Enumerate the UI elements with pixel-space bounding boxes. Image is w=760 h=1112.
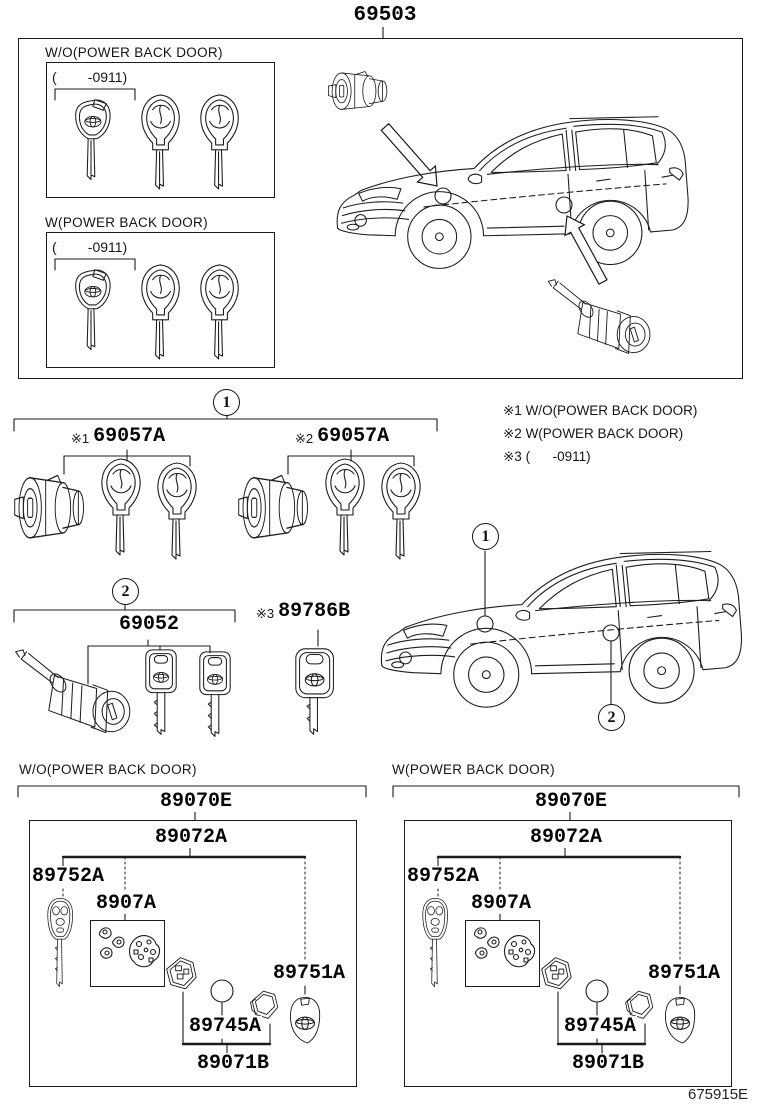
right-module-part: 89071B	[572, 1052, 645, 1075]
car-callout-2-badge: 2	[598, 704, 625, 731]
cylinder-key-set	[15, 450, 196, 559]
ref-mark-1: ※1	[71, 431, 90, 446]
part-number-69057A-1: 69057A	[93, 425, 166, 448]
part-label-89786B	[256, 601, 351, 622]
left-key-part: 89752A	[32, 865, 105, 888]
callout-leader-lines	[485, 551, 611, 704]
legend-note-2: ※2 W(POWER BACK DOOR)	[503, 426, 684, 441]
left-housing-part: 89072A	[155, 826, 228, 849]
transmitter-set-box-right	[404, 820, 732, 1087]
left-battery-part: 89745A	[189, 1015, 262, 1038]
switch-kit-box-left	[90, 920, 165, 987]
door-cylinder-69052	[16, 650, 130, 733]
door-lock-location-marker-2	[603, 625, 619, 641]
right-housing-part: 89072A	[530, 826, 603, 849]
transmitter-set-box-left	[29, 820, 357, 1087]
variant2-date-range: ( -0911)	[52, 239, 128, 255]
right-cover-part: 89751A	[648, 962, 721, 985]
car-callout-1-badge: 1	[472, 523, 499, 550]
legend-note-1: ※1 W/O(POWER BACK DOOR)	[503, 403, 698, 418]
switch-kit-box-right	[465, 920, 540, 987]
part-number-69057A-2: 69057A	[317, 425, 390, 448]
variant1-caption: W/O(POWER BACK DOOR)	[45, 45, 223, 60]
right-battery-part: 89745A	[564, 1015, 637, 1038]
part-number-89786B: 89786B	[278, 600, 351, 623]
variant1-date-range: ( -0911)	[52, 69, 128, 85]
left-switch-part: 8907A	[96, 892, 157, 915]
figure-code: 675915E	[688, 1086, 749, 1103]
key-blank-89786B	[296, 649, 334, 735]
left-set-caption: W/O(POWER BACK DOOR)	[19, 762, 197, 777]
callout-2-badge: 2	[112, 578, 139, 605]
right-switch-part: 8907A	[471, 892, 532, 915]
right-set-part: 89070E	[535, 790, 608, 813]
car-illustration-middle	[381, 552, 741, 708]
part-label-69057A-1	[71, 426, 166, 447]
left-cover-part: 89751A	[273, 962, 346, 985]
ref-mark-3: ※3	[256, 606, 275, 621]
ignition-location-marker-2	[477, 616, 493, 632]
legend-note-3: ※3 ( -0911)	[503, 449, 591, 464]
right-key-part: 89752A	[407, 865, 480, 888]
variant2-caption: W(POWER BACK DOOR)	[45, 215, 208, 230]
ref-mark-2: ※2	[295, 431, 314, 446]
left-set-part: 89070E	[160, 790, 233, 813]
part-label-69057A-2	[295, 426, 390, 447]
left-module-part: 89071B	[197, 1052, 270, 1075]
part-number-69052: 69052	[119, 613, 180, 636]
right-set-caption: W(POWER BACK DOOR)	[392, 762, 555, 777]
callout-1-badge: 1	[213, 389, 240, 416]
main-part-number: 69503	[336, 5, 434, 27]
